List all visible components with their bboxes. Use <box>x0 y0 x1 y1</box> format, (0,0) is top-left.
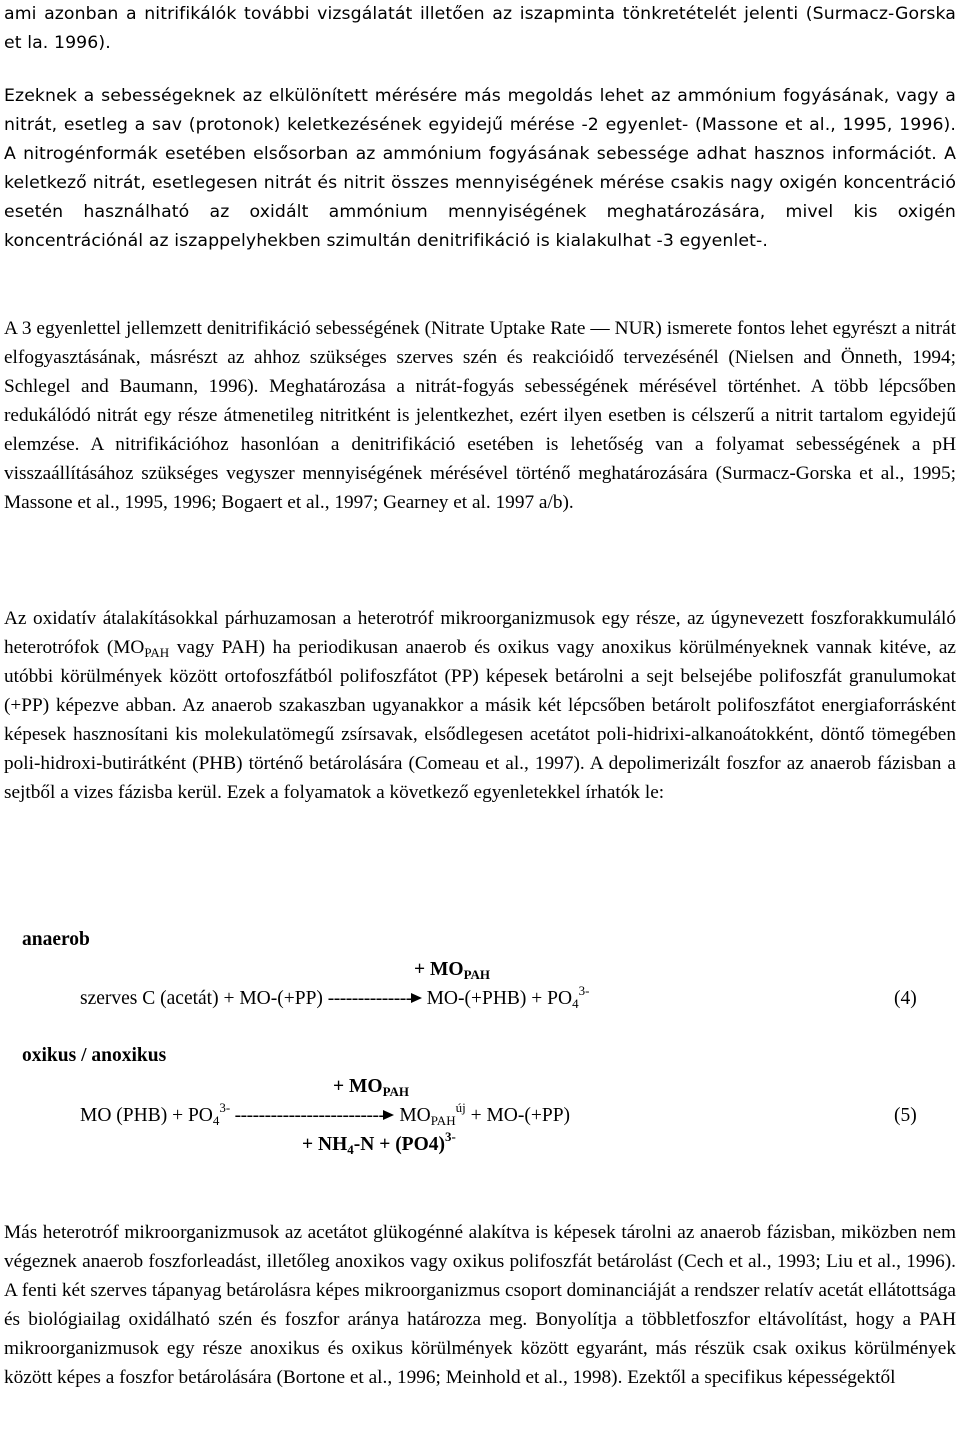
eq4-number: (4) <box>894 988 917 1009</box>
paragraph-pah-text-b: vagy PAH) ha periodikusan anaerob és oxikus vagy anoxikus körülményeknek vannak kitéve, az utóbbi körülmények között ortofoszfátból polifoszfátot (PP) képesek betárolni a sejt belsejébe polifoszfát granulumokat (+PP) képezve abban. Az anaerob szakaszban ugyanakkor a másik két lépcsőben betárolt polifoszfátot energiaforrásként képesek hasznosítani kis molekulatömegű zsírsavak, elsődlegesen acetátot poli-hidrixi-alkanoátokként, döntő tömegében poli-hidroxi-butirátként (PHB) történő betárolására (Comeau et al., 1997). A depolimerizált foszfor az anaerob fázisban a sejtből a vizes fázisba kerül. Ezek a folyamatok a következő egyenletekkel írhatók le: <box>4 637 956 803</box>
eq5-heading: oxikus / anoxikus <box>22 1045 167 1066</box>
paragraph-rate-measurement <box>4 82 956 256</box>
eq4-arrow-shaft: -------------- <box>327 988 412 1009</box>
paragraph-denitrification <box>4 314 956 517</box>
eq5-products-a: + NH <box>302 1134 348 1155</box>
eq5-arrow-shaft: ------------------------- <box>230 1105 385 1126</box>
paragraph-pah-text-a: Az oxidatív átalakításokkal párhuzamosan a heterotróf mikroorganizmusok egy része, az úgynevezett foszforakkumuláló heterotrófok (MO <box>4 608 956 658</box>
paragraph-pah <box>4 604 956 807</box>
paragraph-denitrification-text: A 3 egyenlettel jellemzett denitrifikáció sebességének (Nitrate Uptake Rate ― NUR) ismerete fontos lehet egyrészt a nitrát elfogyasztásának, másrészt az ahhoz szükséges szerves szén és reakcióidő tervezésénél (Nielsen and Önneth, 1994; Schlegel and Baumann, 1996). Meghatározása a nitrát-fogyás sebességének mérésével történhet. A több lépcsőben redukálódó nitrát egy része átmenetileg nitritként is jelentkezhet, ezért ilyen esetben is célszerű a nitrit tartalom egyidejű elemzése. A nitrifikációhoz hasonlóan a denitrifikáció esetében is lehetőség van a folyamat sebességének a pH visszaállításához szükséges vegyszer mennyiségének mérésével történő meghatározására (Surmacz-Gorska et al., 1995; Massone et al., 1995, 1996; Bogaert et al., 1997; Gearney et al. 1997 a/b). <box>4 318 956 513</box>
eq5-arrow-icon <box>383 1110 394 1120</box>
eq5-right-a: MO <box>394 1105 431 1126</box>
eq4-catalyst-sub: PAH <box>463 967 491 982</box>
paragraph-rate-measurement-text: Ezeknek a sebességeknek az elkülönített mérésére más megoldás lehet az ammónium fogyásának, vagy a nitrát, esetleg a sav (protonok) keletkezésének egyidejű mérése -2 egyenlet- (Massone et al., 1995, 1996). A nitrogénformák esetében elsősorban az ammónium fogyásának sebessége adhat hasznos információt. A keletkező nitrát, esetlegesen nitrát és nitrit összes mennyiségének mérése csakis nagy oxigén koncentráció esetén használható az oxidált ammónium mennyiségének meghatározására, mivel kis oxigén koncentrációnál az iszappelyhekben szimultán denitrifikáció is kialakulhat -3 egyenlet-. <box>4 86 956 251</box>
eq5-right-sub: PAH <box>430 1113 456 1128</box>
eq5-products-sub: 4 <box>347 1142 354 1157</box>
eq4-right-sub: 4 <box>572 996 579 1011</box>
paragraph-glycogen <box>4 1218 956 1392</box>
eq5-right-sup: új <box>455 1100 466 1115</box>
eq5-catalyst-text: + MO <box>333 1076 383 1097</box>
eq5-left-sup: 3- <box>219 1100 231 1115</box>
equation-5 <box>80 1100 571 1128</box>
eq4-catalyst <box>414 958 490 982</box>
eq4-heading: anaerob <box>22 929 90 950</box>
eq5-number: (5) <box>894 1105 917 1126</box>
paragraph-intro <box>4 0 956 58</box>
eq5-catalyst-sub: PAH <box>382 1084 410 1099</box>
eq4-left: szerves C (acetát) + MO-(+PP) <box>80 988 328 1009</box>
paragraph-intro-text: ami azonban a nitrifikálók további vizsgálatát illetően az iszapminta tönkretételét jelenti (Surmacz-Gorska et la. 1996). <box>4 4 956 53</box>
paragraph-pah-sub: PAH <box>144 645 170 660</box>
eq4-right: MO-(+PHB) + PO <box>421 988 573 1009</box>
eq4-arrow-icon <box>411 993 422 1003</box>
eq4-right-sup: 3- <box>578 983 590 998</box>
eq4-catalyst-text: + MO <box>414 959 464 980</box>
eq5-products <box>302 1129 456 1157</box>
eq5-right-b: + MO-(+PP) <box>465 1105 571 1126</box>
equation-4 <box>80 983 590 1011</box>
paragraph-glycogen-text: Más heterotróf mikroorganizmusok az acetátot glükogénné alakítva is képesek tárolni az anaerob fázisban, miközben nem végeznek anaerob foszforleadást, illetőleg anoxikos vagy oxikus polifoszfát betárolást (Cech et al., 1993; Liu et al., 1996). A fenti két szerves tápanyag betárolásra képes mikroorganizmus csoport dominanciáját a rendszer relatív acetát ellátottsága és biológiailag oxidálható szén és foszfor aránya határozza meg. Bonyolítja a többletfoszfor eltávolítást, hogy a PAH mikroorganizmusok egy része anoxikus és oxikus körülmények között egyaránt, más részük csak oxikus körülmények között képes a foszfor betárolására (Bortone et al., 1996; Meinhold et al., 1998). Ezektől a specifikus képességektől <box>4 1222 956 1388</box>
eq5-catalyst <box>333 1075 409 1099</box>
eq5-left: MO (PHB) + PO <box>80 1105 213 1126</box>
eq5-products-sup: 3- <box>445 1129 456 1144</box>
eq5-products-b: -N + (PO4) <box>353 1134 446 1155</box>
eq5-left-sub: 4 <box>212 1113 220 1128</box>
